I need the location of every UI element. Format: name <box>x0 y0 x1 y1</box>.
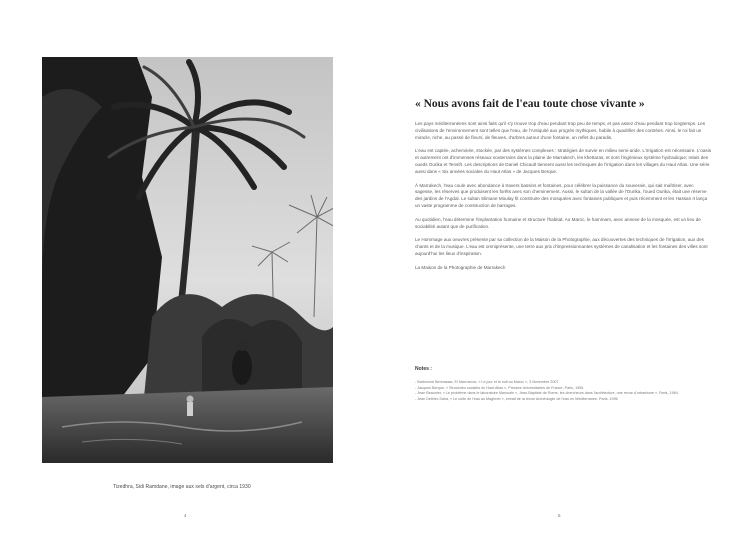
notes-list <box>415 380 715 402</box>
note-item: - Bartolomé Bennassar, El Marruecos, « Le jour et la nuit au Maroc », 3 Novembre 2007 <box>415 380 559 384</box>
paragraph-4: Au quotidien, l'eau détermine l'implantation humaine et structure l'habitat. Au Maroc, le hammam, avec annexe de la mosquée, est un lieu de sociabilité autant que de purification. <box>415 216 701 229</box>
paragraph-2: L'eau est captée, acheminée, stockée, par des systèmes complexes : stratégies de survie en milieu semi-aride. L'irrigation est nécessaire. L'oasis et autrement ont d'immenses réseaux souterrains dans la plaine de Marrakech, les khettaras, et sont l'ingénieux système hydraulique; relais des oueds Ourika et Tensift. Les descriptions de Daniel Chicault tiennent aussi les techniques de l'irrigation dans les villages du Haut Atlas. Une série aussi dans « Six années sociales du Haut Atlas » de Jacques Berque. <box>415 148 712 174</box>
page-number-right: 5 <box>558 513 561 518</box>
right-page <box>375 0 750 537</box>
oasis-palm-photo <box>42 57 333 463</box>
palm-oasis-photo-icon <box>42 57 333 463</box>
article-title: « Nous avons fait de l'eau toute chose vivante » <box>415 98 645 110</box>
notes-heading: Notes : <box>415 366 432 372</box>
note-item: - Jean Beaunier, « Le problème dans le laboratoire Marocain », Jean-Baptiste de Rome, les chercheurs dans l'architecture, une revue d'urbanisme », Paris, 1984 <box>415 391 678 396</box>
page-number-left: 4 <box>184 513 187 518</box>
paragraph-1: Les pays méditerranéens sont ainsi faits qu'il s'y trouve trop d'eau pendant trop peu de temps, et pas assez d'eau pendant trop longtemps. Les civilisations de l'environnement sont telles que l'eau, de l'Antiquité aux progrès mythiques, habile à quadriller des contrées. Ainsi, le roi fait un miracle, riche, au passé de fleurs, de fleuves, d'arbres autour d'une fontaine, un reflet du paradis. <box>415 121 706 140</box>
note-item: - Jacques Berque, « Structures sociales du Haut Atlas », Presses Universitaires de France, Paris, 1955 <box>415 385 584 390</box>
paragraph-3: À Marrakech, l'eau coule avec abondance à travers bassins et fontaines, pour célébrer la puissance du souverain, qui sait maîtriser, avec sagesse, les réserves que produisent les forêts avec son cheminement. Aussi, le sultan de la vallée de l'Ourika, l'oued Ourika, était une réserve des jardins de l'Agdal. Le sultan Slimane Moulay fit construire des mosquées avec fontaines publiques et puis récemment et les Hassan II lança un vaste programme de construction de barrages. <box>415 182 708 208</box>
photo-caption: Tizedhra, Sidi Ramdane, image aux sels d'argent, circa 1930 <box>113 484 251 490</box>
article <box>415 97 711 272</box>
paragraph-5: Le Hommage aux oeuvres présente par sa collection de la Maison de la Photographie, aux découvertes des techniques de l'irrigation, aux des chants et de la musique. L'eau est omniprésente, une terre aux prix d'impressionnantes systèmes de canalisation et les fontaines des villes sont aujourd'hui les lieux d'inspiration. <box>415 237 708 256</box>
signature: La Maison de la Photographie de Marrakech <box>415 264 506 270</box>
note-item: - Jean Dethier-Saha, « Le culte de l'eau au Maghreb », extrait de la revue Archéologie de l'eau en Méditerranée, Paris, 1996 <box>415 396 618 401</box>
